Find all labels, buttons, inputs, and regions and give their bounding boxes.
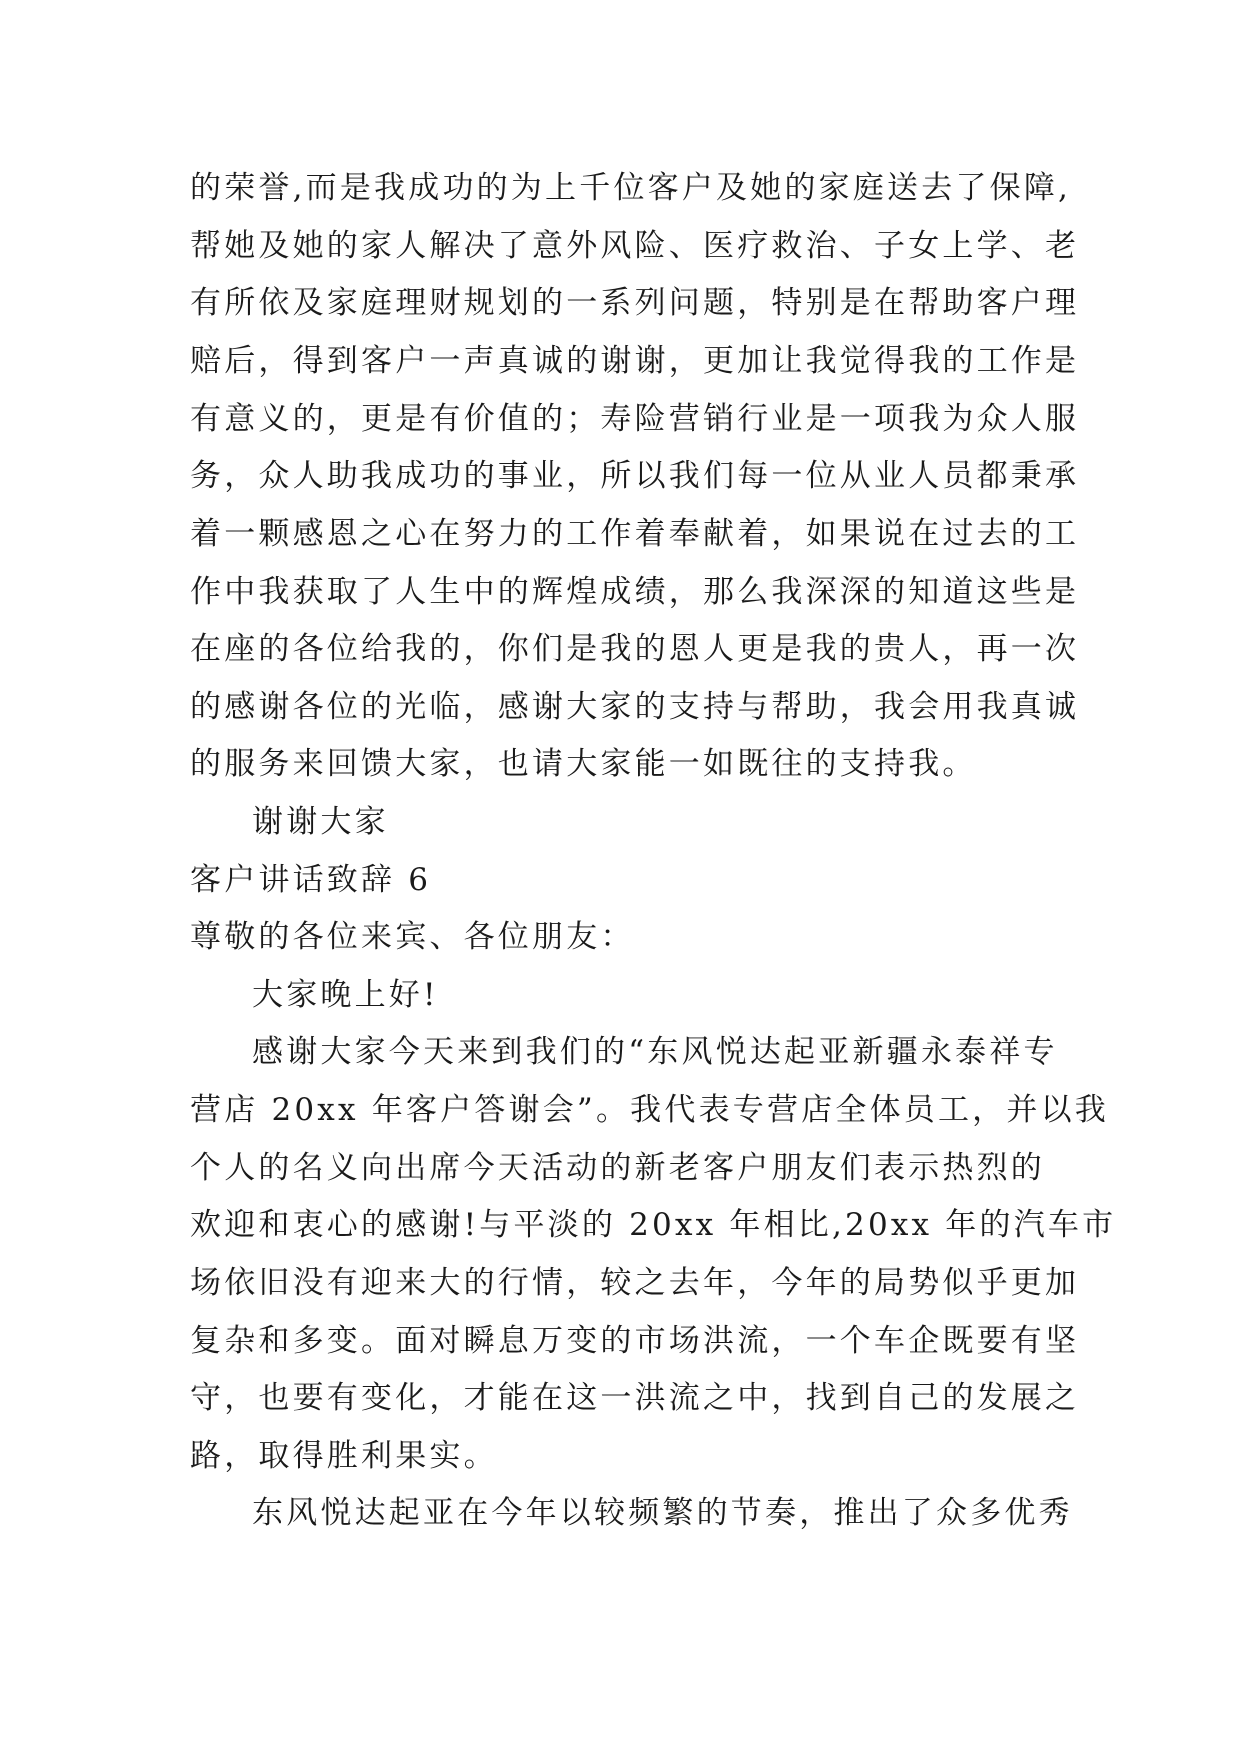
body-text-line: 东风悦达起亚在今年以较频繁的节奏，推出了众多优秀: [252, 1495, 1073, 1531]
body-text-line: 务，众人助我成功的事业，所以我们每一位从业人员都秉承: [190, 458, 1080, 494]
body-text-line: 的荣誉,而是我成功的为上千位客户及她的家庭送去了保障,: [190, 170, 1072, 206]
body-text-line: 复杂和多变。面对瞬息万变的市场洪流，一个车企既要有坚: [190, 1323, 1080, 1359]
salutation: 尊敬的各位来宾、各位朋友：: [190, 919, 635, 955]
body-text-line: 感谢大家今天来到我们的“东风悦达起亚新疆永泰祥专: [252, 1034, 1058, 1070]
section-heading: 客户讲话致辞 6: [190, 862, 432, 898]
body-text-line: 的服务来回馈大家，也请大家能一如既往的支持我。: [190, 746, 977, 782]
body-text-line: 个人的名义向出席今天活动的新老客户朋友们表示热烈的: [190, 1150, 1045, 1186]
body-text-line: 的感谢各位的光临，感谢大家的支持与帮助，我会用我真诚: [190, 689, 1080, 725]
body-text-line: 有意义的，更是有价值的；寿险营销行业是一项我为众人服: [190, 401, 1080, 437]
body-text-line: 赔后，得到客户一声真诚的谢谢，更加让我觉得我的工作是: [190, 343, 1080, 379]
body-text-line: 欢迎和衷心的感谢!与平淡的 20xx 年相比,20xx 年的汽车市: [190, 1207, 1117, 1243]
body-text-line: 帮她及她的家人解决了意外风险、医疗救治、子女上学、老: [190, 228, 1080, 264]
body-text-line: 在座的各位给我的，你们是我的恩人更是我的贵人，再一次: [190, 631, 1080, 667]
body-text-line: 有所依及家庭理财规划的一系列问题，特别是在帮助客户理: [190, 285, 1080, 321]
closing-thanks: 谢谢大家: [252, 804, 389, 840]
body-text-line: 作中我获取了人生中的辉煌成绩，那么我深深的知道这些是: [190, 574, 1080, 610]
body-text-line: 守，也要有变化，才能在这一洪流之中，找到自己的发展之: [190, 1380, 1080, 1416]
body-text-line: 场依旧没有迎来大的行情，较之去年，今年的局势似乎更加: [190, 1265, 1080, 1301]
body-text-line: 营店 20xx 年客户答谢会”。我代表专营店全体员工，并以我: [190, 1092, 1109, 1128]
body-text-line: 着一颗感恩之心在努力的工作着奉献着，如果说在过去的工: [190, 516, 1080, 552]
body-text-line: 路，取得胜利果实。: [190, 1438, 498, 1474]
greeting: 大家晚上好!: [252, 977, 439, 1013]
